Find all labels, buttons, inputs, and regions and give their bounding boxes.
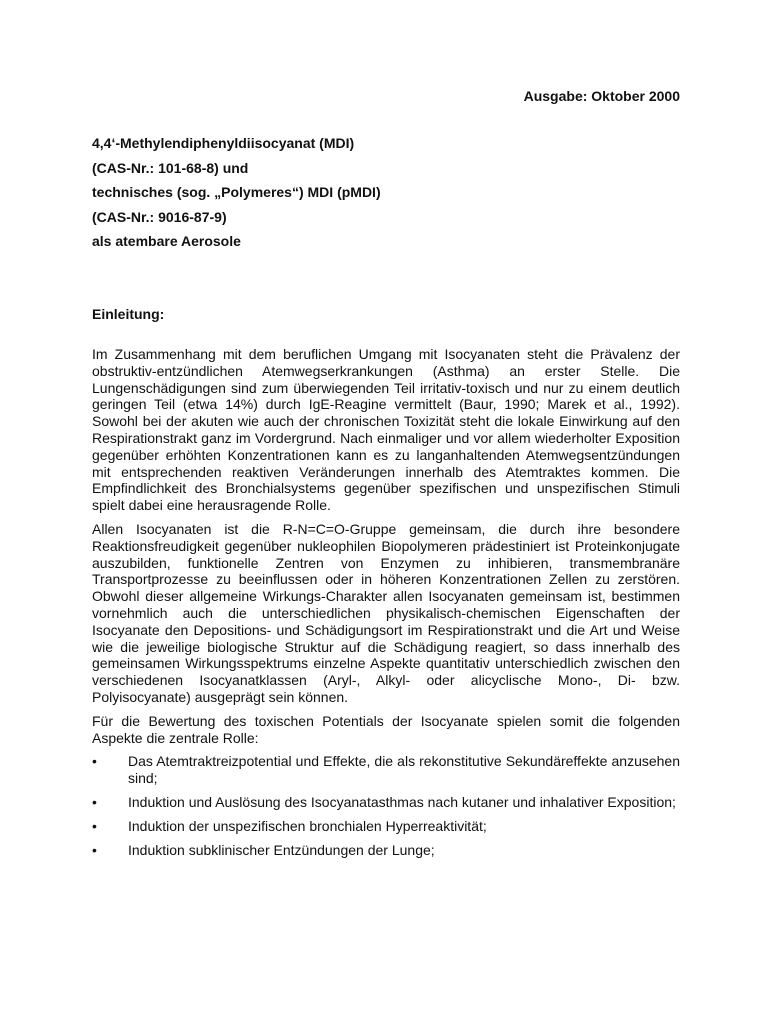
paragraph: Für die Bewertung des toxischen Potentials der Isocyanate spielen somit die folgenden Aspekte die zentrale Rolle: bbox=[92, 712, 680, 746]
bullet-icon: • bbox=[92, 841, 97, 858]
list-item bbox=[92, 794, 680, 811]
bullet-icon: • bbox=[92, 793, 97, 810]
document-title bbox=[92, 135, 680, 258]
introduction-body bbox=[92, 346, 680, 865]
title-cas-pmdi: (CAS-Nr.: 9016-87-9) bbox=[92, 208, 227, 225]
bullet-icon: • bbox=[92, 753, 97, 770]
list-item bbox=[92, 753, 680, 787]
paragraph: Allen Isocyanaten ist die R-N=C=O-Gruppe gemeinsam, die durch ihre besondere Reaktionsfreudigkeit gegenüber nukleophilen Biopolymeren prädestiniert ist Proteinkonjugate auszubilden, funktionelle Zentren von Enzymen zu inhibieren, transmembranäre Transportprozesse zu beeinflussen oder in höheren Konzentrationen Zellen zu zerstören. Obwohl dieser allgemeine Wirkungs-Charakter allen Isocyanaten gemeinsam ist, bestimmen vornehmlich auch die unterschiedlichen physikalisch-chemischen Eigenschaften der Isocyanate den Depositions- und Schädigungsort im Respirationstrakt und die Art und Weise wie die jeweilige biologische Struktur auf die Schädigung reagiert, so dass innerhalb des gemeinsamen Wirkungsspektrums einzelne Aspekte quantitativ unterschiedlich zwischen den verschiedenen Isocyanatklassen (Aryl-, Alkyl- oder alicyclische Mono-, Di- bzw. Polyisocyanate) ausgeprägt sein können. bbox=[92, 520, 680, 705]
list-item-text: Das Atemtraktreizpotential und Effekte, die als rekonstitutive Sekundäreffekte anzusehen sind; bbox=[128, 753, 680, 787]
paragraph: Im Zusammenhang mit dem beruflichen Umgang mit Isocyanaten steht die Prävalenz der obstruktiv-entzündlichen Atemwegserkrankungen (Asthma) an erster Stelle. Die Lungenschädigungen sind zum überwiegenden Teil irritativ-toxisch und nur zu einem deutlich geringen Teil (etwa 14%) durch IgE-Reagine vermittelt (Baur, 1990; Marek et al., 1992). Sowohl bei der akuten wie auch der chronischen Toxizität steht die lokale Einwirkung auf den Respirationstrakt ganz im Vordergrund. Nach einmaliger und vor allem wiederholter Exposition gegenüber erhöhten Konzentrationen kann es zu langanhaltenden Atemwegsentzündungen mit entsprechenden reaktiven Veränderungen innerhalb des Atemtraktes kommen. Die Empfindlichkeit des Bronchialsystems gegenüber spezifischen und unspezifischen Stimuli spielt dabei eine herausragende Rolle. bbox=[92, 346, 680, 514]
list-item bbox=[92, 818, 680, 835]
list-item-text: Induktion der unspezifischen bronchialen Hyperreaktivität; bbox=[128, 817, 487, 834]
list-item-text: Induktion und Auslösung des Isocyanatasthmas nach kutaner und inhalativer Exposition; bbox=[128, 793, 676, 810]
title-cas-mdi: (CAS-Nr.: 101-68-8) und bbox=[92, 159, 249, 176]
title-substance-pmdi: technisches (sog. „Polymeres“) MDI (pMDI) bbox=[92, 184, 381, 200]
list-item bbox=[92, 842, 680, 859]
bullet-icon: • bbox=[92, 817, 97, 834]
title-substance-mdi: 4,4‘-Methylendiphenyldiisocyanat (MDI) bbox=[92, 135, 355, 151]
list-item-text: Induktion subklinischer Entzündungen der Lunge; bbox=[128, 841, 435, 858]
aspect-list bbox=[92, 753, 680, 858]
edition-date: Ausgabe: Oktober 2000 bbox=[523, 88, 680, 104]
section-heading-introduction: Einleitung: bbox=[92, 306, 165, 322]
title-aerosol-note: als atembare Aerosole bbox=[92, 233, 241, 249]
